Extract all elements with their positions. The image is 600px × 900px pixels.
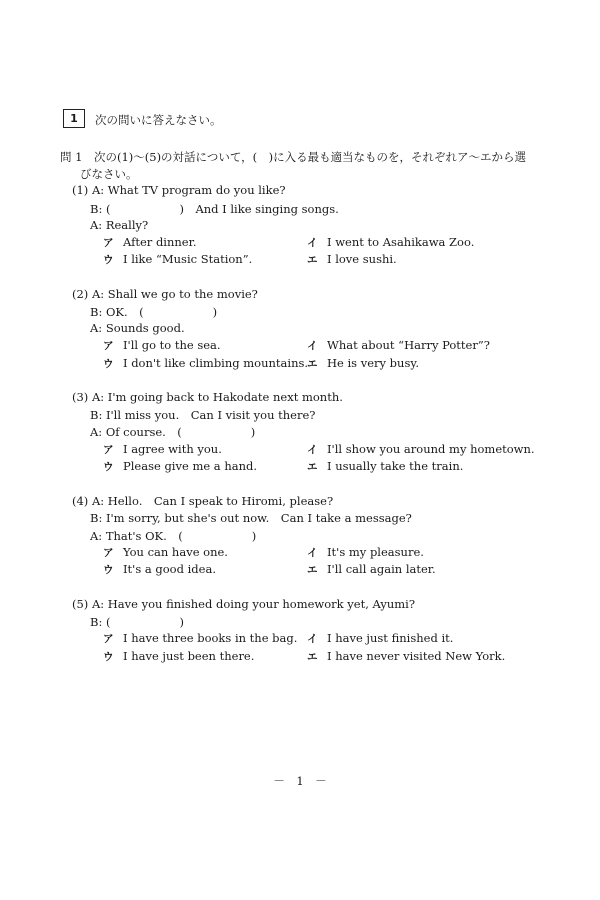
choice-label: イ [307,444,318,456]
choice-label: ウ [103,358,114,370]
dialog-5-line-b: B: ( ) [90,615,184,629]
dialog-3-choice-a [103,442,222,457]
choice-label: エ [307,651,318,663]
choice-text: I love sushi. [327,252,397,266]
choice-text: I'll call again later. [327,562,436,576]
choice-text: You can have one. [123,545,228,559]
dialog-3-line-b: B: I'll miss you. Can I visit you there? [90,408,316,422]
dialog-4-line-a: (4) A: Hello. Can I speak to Hiromi, please? [72,494,334,508]
choice-label: エ [307,564,318,576]
choice-label: ウ [103,254,114,266]
dialog-5-choice-b [307,631,453,646]
dialog-1-choice-d [307,252,397,267]
dialog-1-choice-b [307,235,474,250]
dialog-5-choice-d [307,649,505,664]
choice-text: I agree with you. [123,442,222,456]
dialog-5-choice-a [103,631,297,646]
dialog-1-line-a: (1) A: What TV program do you like? [72,183,286,197]
dialog-2-line-a: (2) A: Shall we go to the movie? [72,287,258,301]
choice-label: エ [307,254,318,266]
dialog-2-line-c: A: Sounds good. [90,321,185,335]
choice-text: I have just finished it. [327,631,454,645]
choice-text: It's a good idea. [123,562,216,576]
choice-text: I have three books in the bag. [123,631,298,645]
choice-text: I have just been there. [123,649,255,663]
choice-label: ア [103,340,114,352]
dialog-2-choice-c [103,356,308,371]
dialog-2-choice-a [103,338,221,353]
choice-text: I'll go to the sea. [123,338,221,352]
dialog-5-line-a: (5) A: Have you finished doing your homework yet, Ayumi? [72,597,416,611]
dialog-4-choice-a [103,545,228,560]
dialog-2-line-b: B: OK. ( ) [90,305,218,319]
dialog-4-line-b: B: I'm sorry, but she's out now. Can I take a message? [90,511,412,525]
choice-text: He is very busy. [327,356,419,370]
choice-text: Please give me a hand. [123,459,258,473]
choice-text: I like “Music Station”. [123,252,253,266]
choice-label: ウ [103,651,114,663]
choice-label: イ [307,340,318,352]
dialog-3-choice-d [307,459,463,474]
choice-label: エ [307,358,318,370]
dialog-5-choice-c [103,649,254,664]
choice-label: ウ [103,564,114,576]
dialog-3-choice-c [103,459,257,474]
dialog-2-choice-b [307,338,490,353]
choice-label: ア [103,237,114,249]
dialog-3-line-a: (3) A: I'm going back to Hakodate next month. [72,390,343,404]
choice-label: ウ [103,461,114,473]
choice-text: I went to Asahikawa Zoo. [327,235,475,249]
choice-label: ア [103,547,114,559]
dialog-4-line-c: A: That's OK. ( ) [90,529,257,543]
choice-label: イ [307,237,318,249]
choice-label: イ [307,633,318,645]
choice-text: I don't like climbing mountains. [123,356,309,370]
section-heading: 問 1 次の(1)～(5)の対話について，( )に入る最も適当なものを，それぞれア～エから選 [60,150,527,164]
choice-text: I usually take the train. [327,459,464,473]
choice-label: イ [307,547,318,559]
choice-label: ア [103,444,114,456]
dialog-4-choice-d [307,562,436,577]
dialog-1-line-c: A: Really? [90,218,149,232]
question-number-box: 1 [63,109,85,128]
dialog-3-choice-b [307,442,535,457]
choice-text: I'll show you around my hometown. [327,442,535,456]
choice-label: ア [103,633,114,645]
choice-text: It's my pleasure. [327,545,424,559]
dialog-1-choice-a [103,235,197,250]
section-heading-cont: びなさい。 [80,167,138,181]
choice-text: What about “Harry Potter”? [327,338,490,352]
question-title: 次の問いに答えなさい。 [95,113,222,127]
dialog-1-choice-c [103,252,252,267]
dialog-1-line-b: B: ( ) And I like singing songs. [90,202,339,216]
page-number: － 1 － [273,774,327,788]
choice-text: I have never visited New York. [327,649,506,663]
dialog-2-choice-d [307,356,419,371]
choice-text: After dinner. [123,235,197,249]
dialog-3-line-c: A: Of course. ( ) [90,425,256,439]
dialog-4-choice-b [307,545,424,560]
choice-label: エ [307,461,318,473]
dialog-4-choice-c [103,562,216,577]
